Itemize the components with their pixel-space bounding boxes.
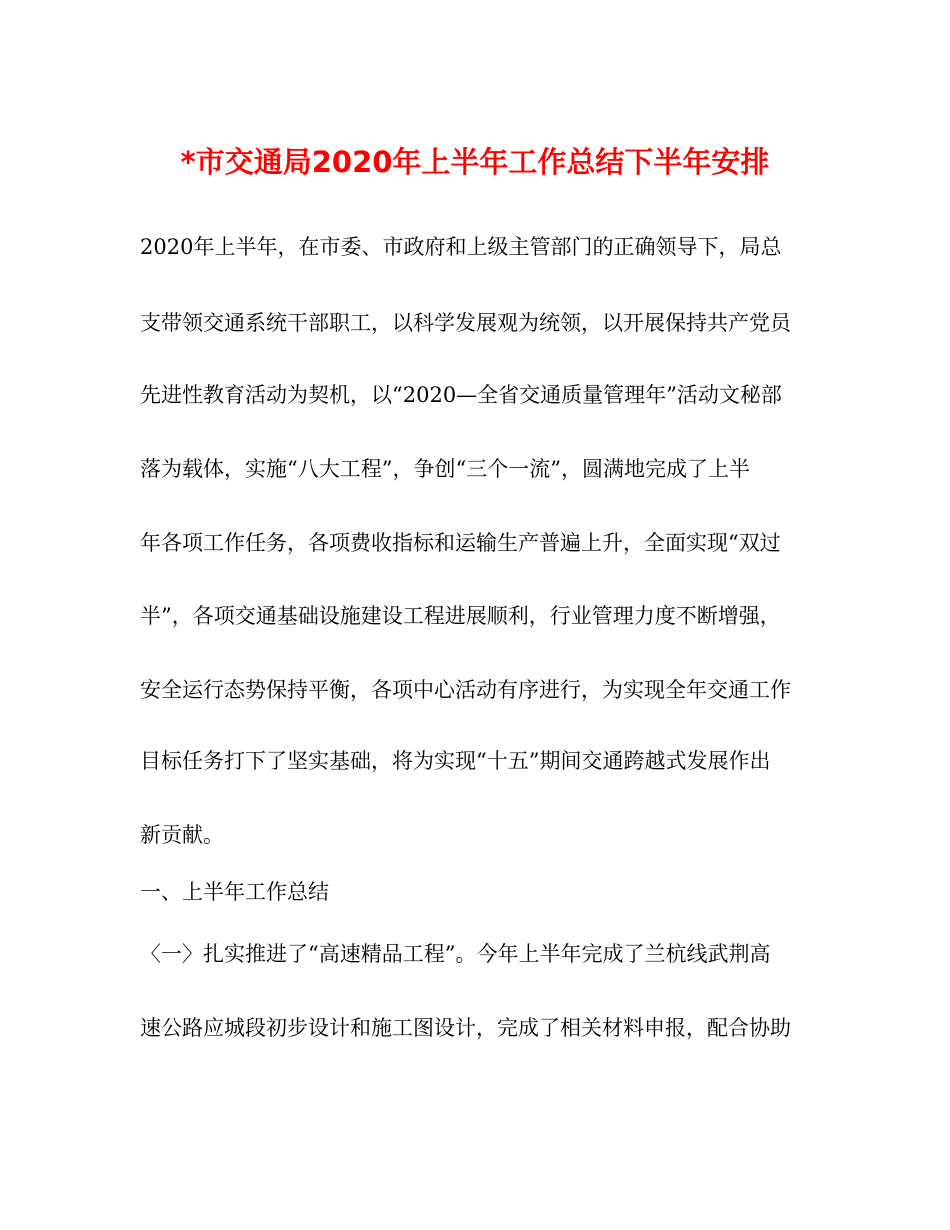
paragraph-line: 落为载体，实施“八大工程”，争创“三个一流”，圆满地完成了上半 xyxy=(140,457,750,481)
document-title: *市交通局2020年上半年工作总结下半年安排 xyxy=(180,145,770,179)
paragraph-line: 目标任务打下了坚实基础，将为实现“十五”期间交通跨越式发展作出 xyxy=(140,749,771,773)
paragraph-line: 2020年上半年，在市委、市政府和上级主管部门的正确领导下，局总 xyxy=(140,235,782,259)
paragraph-line: 半”，各项交通基础设施建设工程进展顺利，行业管理力度不断增强， xyxy=(140,604,781,628)
paragraph-line: 支带领交通系统干部职工，以科学发展观为统领，以开展保持共产党员 xyxy=(140,311,791,335)
paragraph-line: 安全运行态势保持平衡，各项中心活动有序进行，为实现全年交通工作 xyxy=(140,678,791,702)
paragraph-line: 年各项工作任务，各项费收指标和运输生产普遍上升，全面实现“双过 xyxy=(140,531,781,555)
paragraph-line: 速公路应城段初步设计和施工图设计，完成了相关材料申报，配合协助 xyxy=(140,1016,791,1040)
paragraph-line: 〈一〉扎实推进了“高速精品工程”。今年上半年完成了兰杭线武荆高 xyxy=(140,942,771,966)
section-heading: 一、上半年工作总结 xyxy=(140,880,329,904)
paragraph-line: 新贡献。 xyxy=(140,823,224,847)
paragraph-line: 先进性教育活动为契机，以“2020—全省交通质量管理年”活动文秘部 xyxy=(140,383,782,407)
